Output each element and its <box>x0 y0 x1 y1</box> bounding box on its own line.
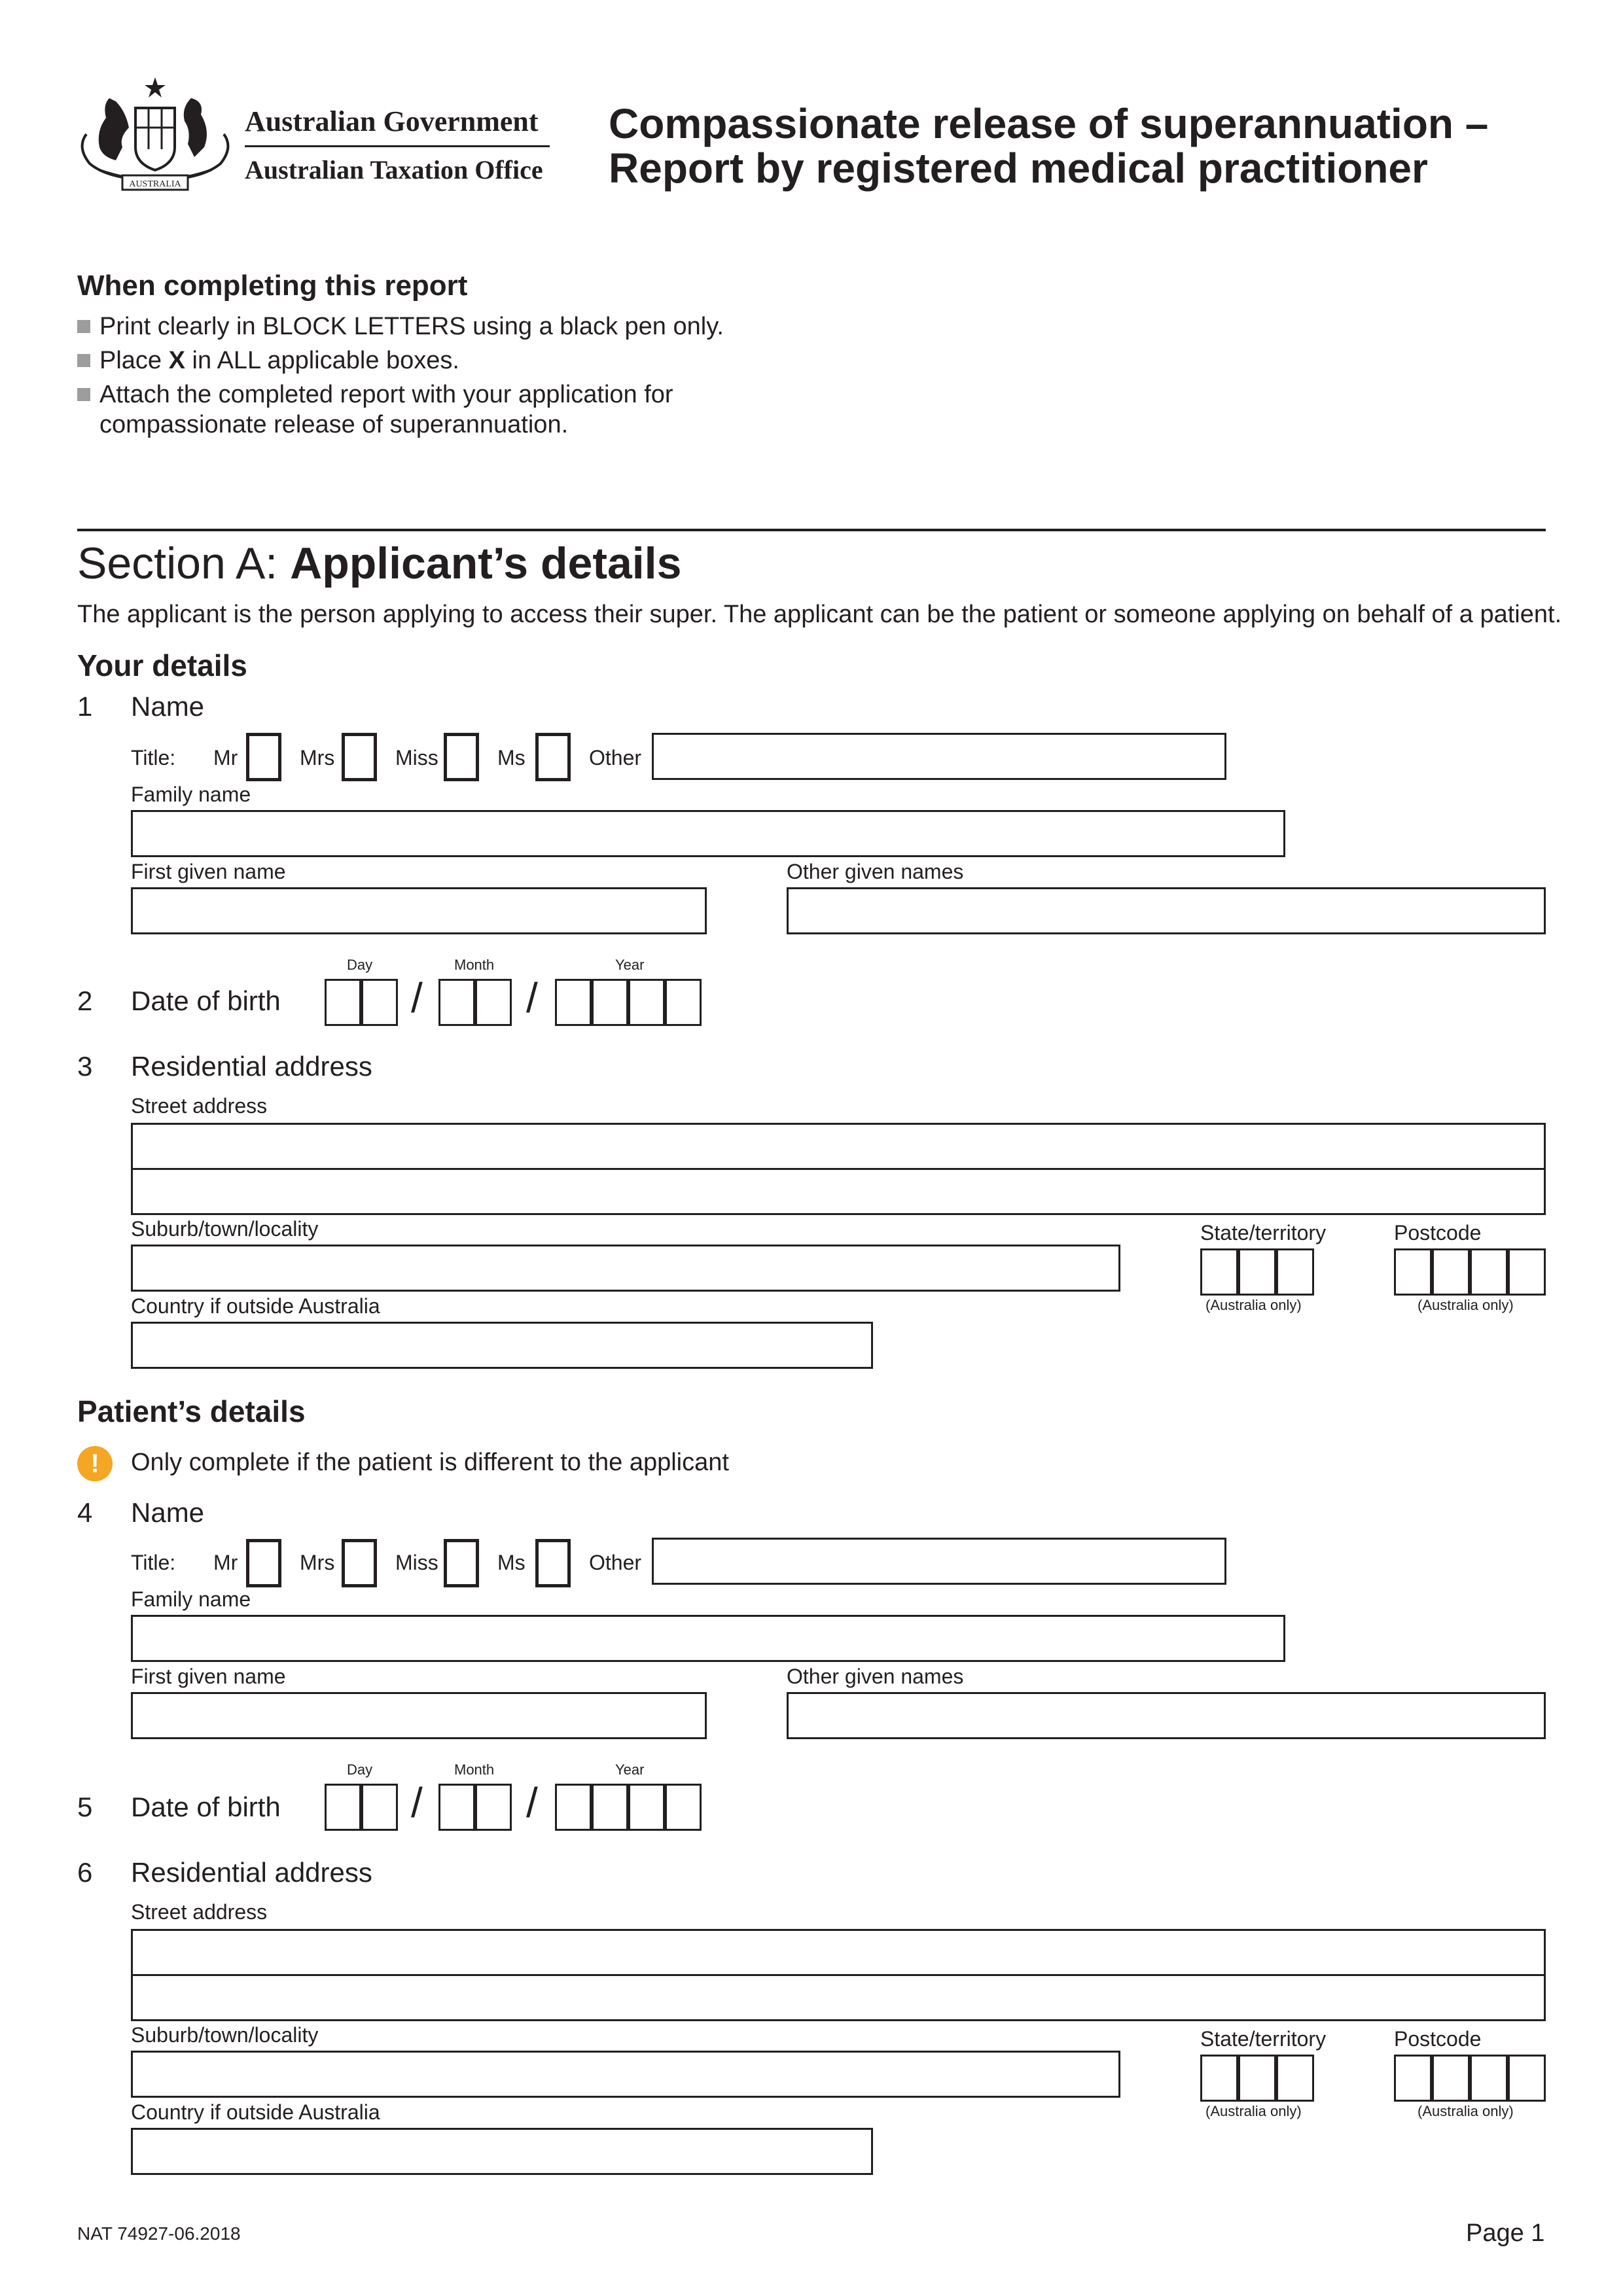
family-name-label: Family name <box>131 783 251 806</box>
title-other-label: Other <box>589 1551 642 1574</box>
dob-day-label: Day <box>347 957 373 973</box>
dob-year-digit[interactable] <box>665 979 702 1026</box>
patient-state-char[interactable] <box>1200 2055 1238 2102</box>
state-hint: (Australia only) <box>1205 2103 1302 2119</box>
title-ms-label: Ms <box>497 1551 526 1574</box>
title-mrs-label: Mrs <box>300 1551 335 1574</box>
form-title-line1: Compassionate release of superannuation – <box>609 100 1489 147</box>
dob-year-digit[interactable] <box>592 979 628 1026</box>
patient-details-heading: Patient’s details <box>77 1394 306 1428</box>
date-separator: / <box>411 974 423 1021</box>
postcode-label: Postcode <box>1394 2027 1482 2051</box>
other-given-names-label: Other given names <box>787 860 964 883</box>
patient-street-address-line2-field[interactable] <box>131 1974 1546 2021</box>
title-ms-label: Ms <box>497 746 526 769</box>
ato-name: Australian Taxation Office <box>245 155 543 185</box>
state-char[interactable] <box>1200 1248 1238 1296</box>
title-other-label: Other <box>589 746 642 769</box>
question-number: 4 <box>77 1497 93 1528</box>
title-label: Title: <box>131 1551 176 1574</box>
suburb-field[interactable] <box>131 1245 1120 1292</box>
section-divider <box>77 529 1546 531</box>
postcode-digit[interactable] <box>1508 1248 1546 1296</box>
dob-day-digit[interactable] <box>361 979 398 1026</box>
title-miss-label: Miss <box>395 1551 438 1574</box>
title-mrs-checkbox[interactable] <box>342 733 377 781</box>
title-mr-label: Mr <box>213 1551 238 1574</box>
street-address-label: Street address <box>131 1900 268 1924</box>
first-given-name-label: First given name <box>131 860 286 883</box>
title-label: Title: <box>131 746 176 769</box>
instruction-item: Place X in ALL applicable boxes. <box>77 345 459 376</box>
question-title: Date of birth <box>131 1792 281 1822</box>
question-number: 3 <box>77 1051 93 1082</box>
date-separator: / <box>526 1779 538 1826</box>
patient-postcode-digit[interactable] <box>1508 2055 1546 2102</box>
section-a-intro: The applicant is the person applying to access their super. The applicant can be the patient or someone applying on behalf of a patient. <box>77 601 1562 628</box>
patient-state-char[interactable] <box>1238 2055 1276 2102</box>
date-separator: / <box>411 1779 423 1826</box>
coat-of-arms-icon <box>73 72 237 196</box>
gov-divider <box>245 145 550 147</box>
date-separator: / <box>526 974 538 1021</box>
form-code: NAT 74927-06.2018 <box>77 2223 241 2244</box>
country-field[interactable] <box>131 1322 873 1369</box>
street-address-line1-field[interactable] <box>131 1123 1546 1170</box>
instructions-heading: When completing this report <box>77 270 468 302</box>
state-char[interactable] <box>1276 1248 1314 1296</box>
patient-postcode-digit[interactable] <box>1470 2055 1508 2102</box>
section-a-heading: Section A: Applicant’s details <box>77 539 682 588</box>
dob-month-label: Month <box>454 1761 495 1778</box>
patient-title-other-field[interactable] <box>652 1538 1226 1585</box>
dob-year-label: Year <box>615 957 645 973</box>
family-name-field[interactable] <box>131 810 1285 857</box>
warning-icon: ! <box>77 1446 113 1481</box>
patient-dob-year-digit[interactable] <box>628 1784 665 1831</box>
family-name-label: Family name <box>131 1587 251 1611</box>
patient-postcode-digit[interactable] <box>1394 2055 1432 2102</box>
your-details-heading: Your details <box>77 648 247 682</box>
patient-dob-day-digit[interactable] <box>325 1784 361 1831</box>
patient-title-miss-checkbox[interactable] <box>444 1539 479 1587</box>
patient-other-given-names-field[interactable] <box>787 1692 1546 1739</box>
patient-family-name-field[interactable] <box>131 1615 1285 1662</box>
street-address-label: Street address <box>131 1094 268 1118</box>
patient-street-address-line1-field[interactable] <box>131 1929 1546 1976</box>
country-label: Country if outside Australia <box>131 1294 380 1318</box>
page-number: Page 1 <box>1466 2219 1545 2247</box>
dob-month-digit[interactable] <box>475 979 512 1026</box>
patient-dob-year-digit[interactable] <box>665 1784 702 1831</box>
title-mr-checkbox[interactable] <box>246 733 281 781</box>
patient-first-given-name-field[interactable] <box>131 1692 707 1739</box>
patient-title-ms-checkbox[interactable] <box>535 1539 571 1587</box>
suburb-label: Suburb/town/locality <box>131 2023 319 2047</box>
dob-month-label: Month <box>454 957 495 973</box>
instruction-item-continued: compassionate release of superannuation. <box>99 411 569 438</box>
patient-title-mrs-checkbox[interactable] <box>342 1539 377 1587</box>
patient-postcode-digit[interactable] <box>1432 2055 1470 2102</box>
dob-day-label: Day <box>347 1761 373 1778</box>
postcode-digit[interactable] <box>1470 1248 1508 1296</box>
title-other-field[interactable] <box>652 733 1226 780</box>
question-number: 5 <box>77 1792 93 1822</box>
instruction-item: Print clearly in BLOCK LETTERS using a black pen only. <box>77 311 724 342</box>
suburb-label: Suburb/town/locality <box>131 1217 319 1241</box>
country-label: Country if outside Australia <box>131 2100 380 2124</box>
dob-year-label: Year <box>615 1761 645 1778</box>
title-mrs-label: Mrs <box>300 746 335 769</box>
first-given-name-label: First given name <box>131 1665 286 1688</box>
street-address-line2-field[interactable] <box>131 1168 1546 1215</box>
patient-country-field[interactable] <box>131 2128 873 2175</box>
first-given-name-field[interactable] <box>131 887 707 934</box>
postcode-label: Postcode <box>1394 1221 1482 1245</box>
state-label: State/territory <box>1200 2027 1327 2051</box>
other-given-names-label: Other given names <box>787 1665 964 1688</box>
form-title-line2: Report by registered medical practitioner <box>609 145 1428 192</box>
dob-month-digit[interactable] <box>438 979 475 1026</box>
patient-dob-month-digit[interactable] <box>475 1784 512 1831</box>
question-number: 2 <box>77 985 93 1016</box>
patient-suburb-field[interactable] <box>131 2051 1120 2098</box>
ato-crest-logo <box>73 72 237 196</box>
dob-year-digit[interactable] <box>555 979 592 1026</box>
instruction-item: Attach the completed report with your application for <box>77 380 673 410</box>
question-title: Name <box>131 1497 205 1528</box>
question-number: 1 <box>77 691 93 722</box>
patient-dob-year-digit[interactable] <box>555 1784 592 1831</box>
postcode-hint: (Australia only) <box>1418 1297 1514 1313</box>
postcode-digit[interactable] <box>1394 1248 1432 1296</box>
state-label: State/territory <box>1200 1221 1327 1245</box>
postcode-digit[interactable] <box>1432 1248 1470 1296</box>
state-hint: (Australia only) <box>1205 1297 1302 1313</box>
question-title: Residential address <box>131 1857 372 1888</box>
patient-note: Only complete if the patient is different to the applicant <box>131 1449 729 1476</box>
gov-name: Australian Government <box>245 105 539 137</box>
question-title: Date of birth <box>131 985 281 1016</box>
dob-day-digit[interactable] <box>325 979 361 1026</box>
patient-dob-month-digit[interactable] <box>438 1784 475 1831</box>
other-given-names-field[interactable] <box>787 887 1546 934</box>
postcode-hint: (Australia only) <box>1418 2103 1514 2119</box>
question-title: Name <box>131 691 205 722</box>
bullet-square-icon <box>77 388 90 401</box>
question-number: 6 <box>77 1857 93 1888</box>
title-miss-checkbox[interactable] <box>444 733 479 781</box>
svg-text:AUSTRALIA: AUSTRALIA <box>129 179 181 189</box>
state-char[interactable] <box>1238 1248 1276 1296</box>
patient-title-mr-checkbox[interactable] <box>246 1539 281 1587</box>
patient-dob-year-digit[interactable] <box>592 1784 628 1831</box>
patient-state-char[interactable] <box>1276 2055 1314 2102</box>
bullet-square-icon <box>77 354 90 367</box>
title-ms-checkbox[interactable] <box>535 733 571 781</box>
bullet-square-icon <box>77 320 90 333</box>
title-mr-label: Mr <box>213 746 238 769</box>
title-miss-label: Miss <box>395 746 438 769</box>
patient-dob-day-digit[interactable] <box>361 1784 398 1831</box>
question-title: Residential address <box>131 1051 372 1082</box>
dob-year-digit[interactable] <box>628 979 665 1026</box>
